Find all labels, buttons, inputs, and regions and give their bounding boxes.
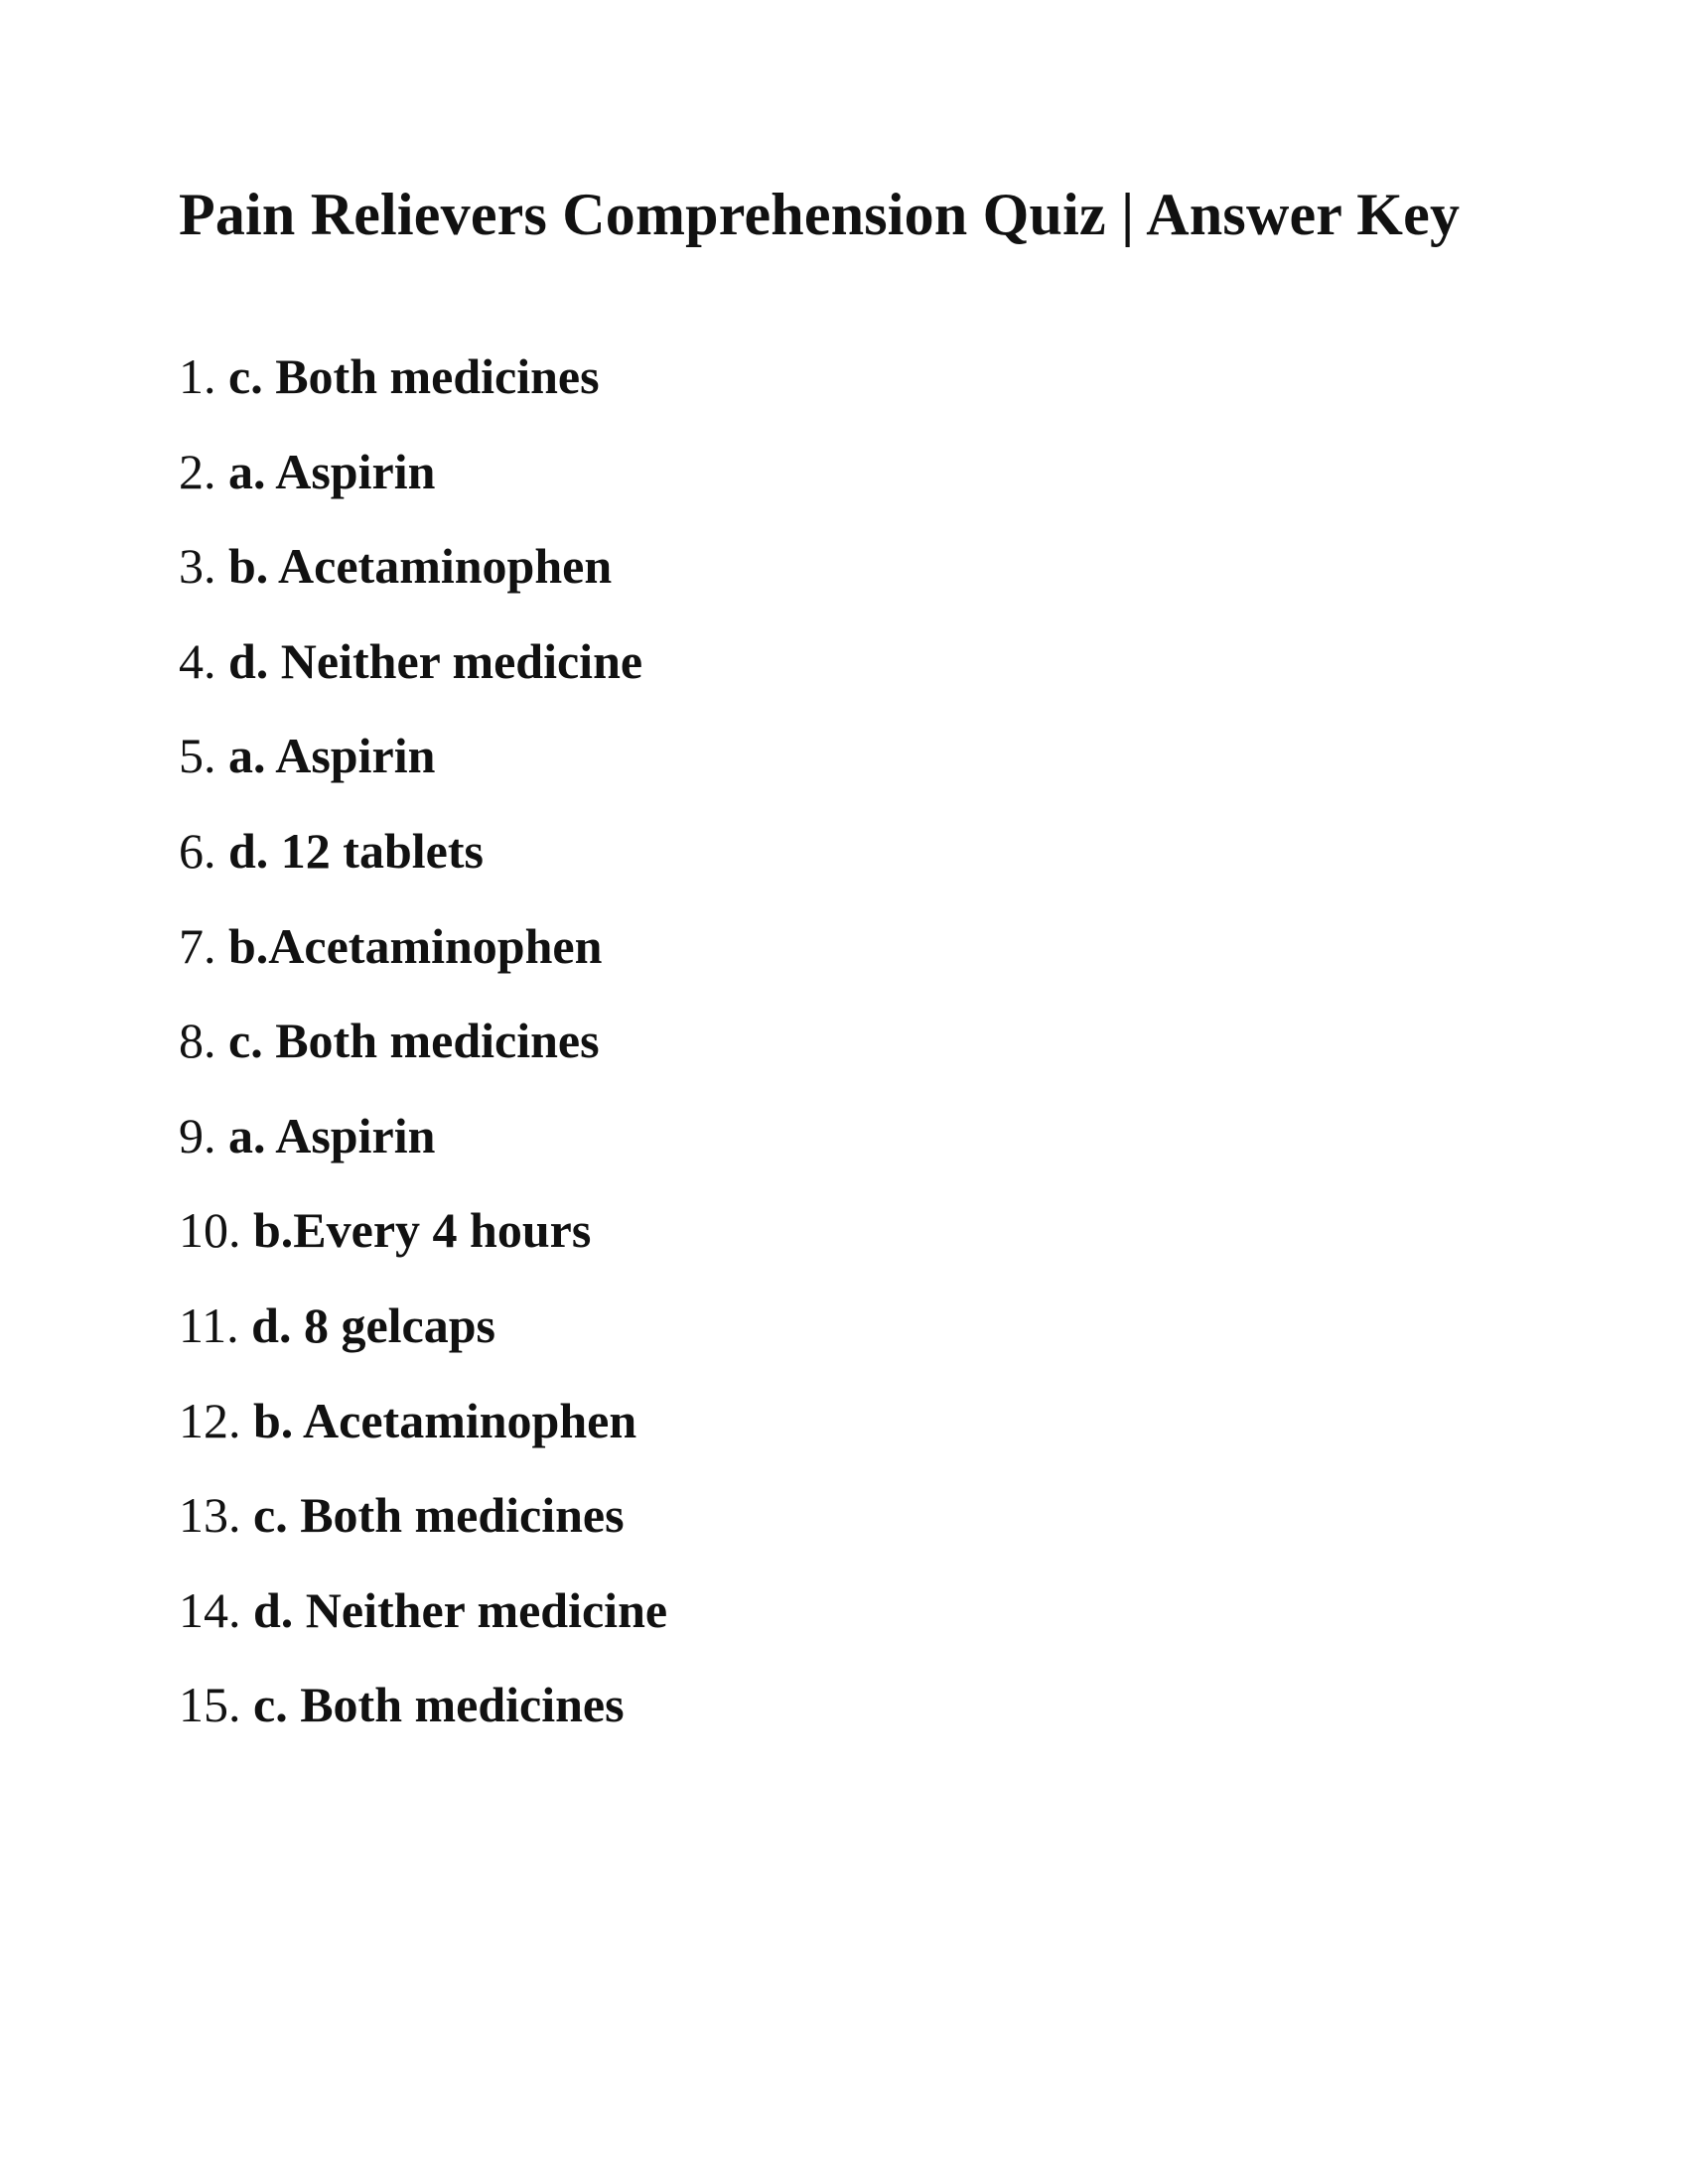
answer-item-1 — [179, 337, 667, 432]
answer-number: 3. — [179, 538, 216, 595]
answer-text: a. Aspirin — [228, 1107, 436, 1163]
answer-item-10 — [179, 1190, 667, 1286]
answer-text: c. Both medicines — [253, 1487, 625, 1544]
answer-item-6 — [179, 811, 667, 906]
page-title: Pain Relievers Comprehension Quiz | Answer Key — [179, 182, 1461, 247]
answer-number: 1. — [179, 348, 216, 404]
answer-text: b.Acetaminophen — [228, 917, 603, 974]
answer-text: d. Neither medicine — [253, 1581, 668, 1638]
answer-number: 6. — [179, 822, 216, 879]
answer-text: b. Acetaminophen — [253, 1392, 637, 1448]
answer-text: c. Both medicines — [228, 348, 600, 404]
answer-text: d. Neither medicine — [228, 632, 643, 689]
answer-text: c. Both medicines — [228, 1013, 600, 1069]
answer-item-3 — [179, 526, 667, 621]
answer-number: 13. — [179, 1487, 241, 1544]
answer-item-14 — [179, 1570, 667, 1666]
answer-text: b. Acetaminophen — [228, 538, 613, 595]
answer-item-2 — [179, 432, 667, 527]
answer-number: 5. — [179, 728, 216, 784]
answer-text: a. Aspirin — [228, 443, 436, 499]
answer-number: 10. — [179, 1202, 241, 1259]
answer-item-11 — [179, 1286, 667, 1381]
answer-item-15 — [179, 1665, 667, 1760]
answer-text: c. Both medicines — [253, 1677, 625, 1733]
answer-number: 9. — [179, 1107, 216, 1163]
answer-number: 12. — [179, 1392, 241, 1448]
answer-number: 8. — [179, 1013, 216, 1069]
answer-item-7 — [179, 906, 667, 1002]
answer-text: b.Every 4 hours — [253, 1202, 592, 1259]
answer-text: d. 8 gelcaps — [251, 1297, 496, 1353]
answer-number: 14. — [179, 1581, 241, 1638]
answer-text: a. Aspirin — [228, 728, 436, 784]
answer-number: 7. — [179, 917, 216, 974]
answer-item-8 — [179, 1001, 667, 1096]
answer-text: d. 12 tablets — [228, 822, 484, 879]
answer-item-9 — [179, 1096, 667, 1191]
answer-list — [179, 337, 667, 1760]
answer-number: 11. — [179, 1297, 239, 1353]
answer-item-4 — [179, 621, 667, 717]
answer-item-13 — [179, 1475, 667, 1570]
answer-item-5 — [179, 716, 667, 811]
answer-item-12 — [179, 1381, 667, 1476]
answer-number: 4. — [179, 632, 216, 689]
answer-number: 15. — [179, 1677, 241, 1733]
answer-number: 2. — [179, 443, 216, 499]
